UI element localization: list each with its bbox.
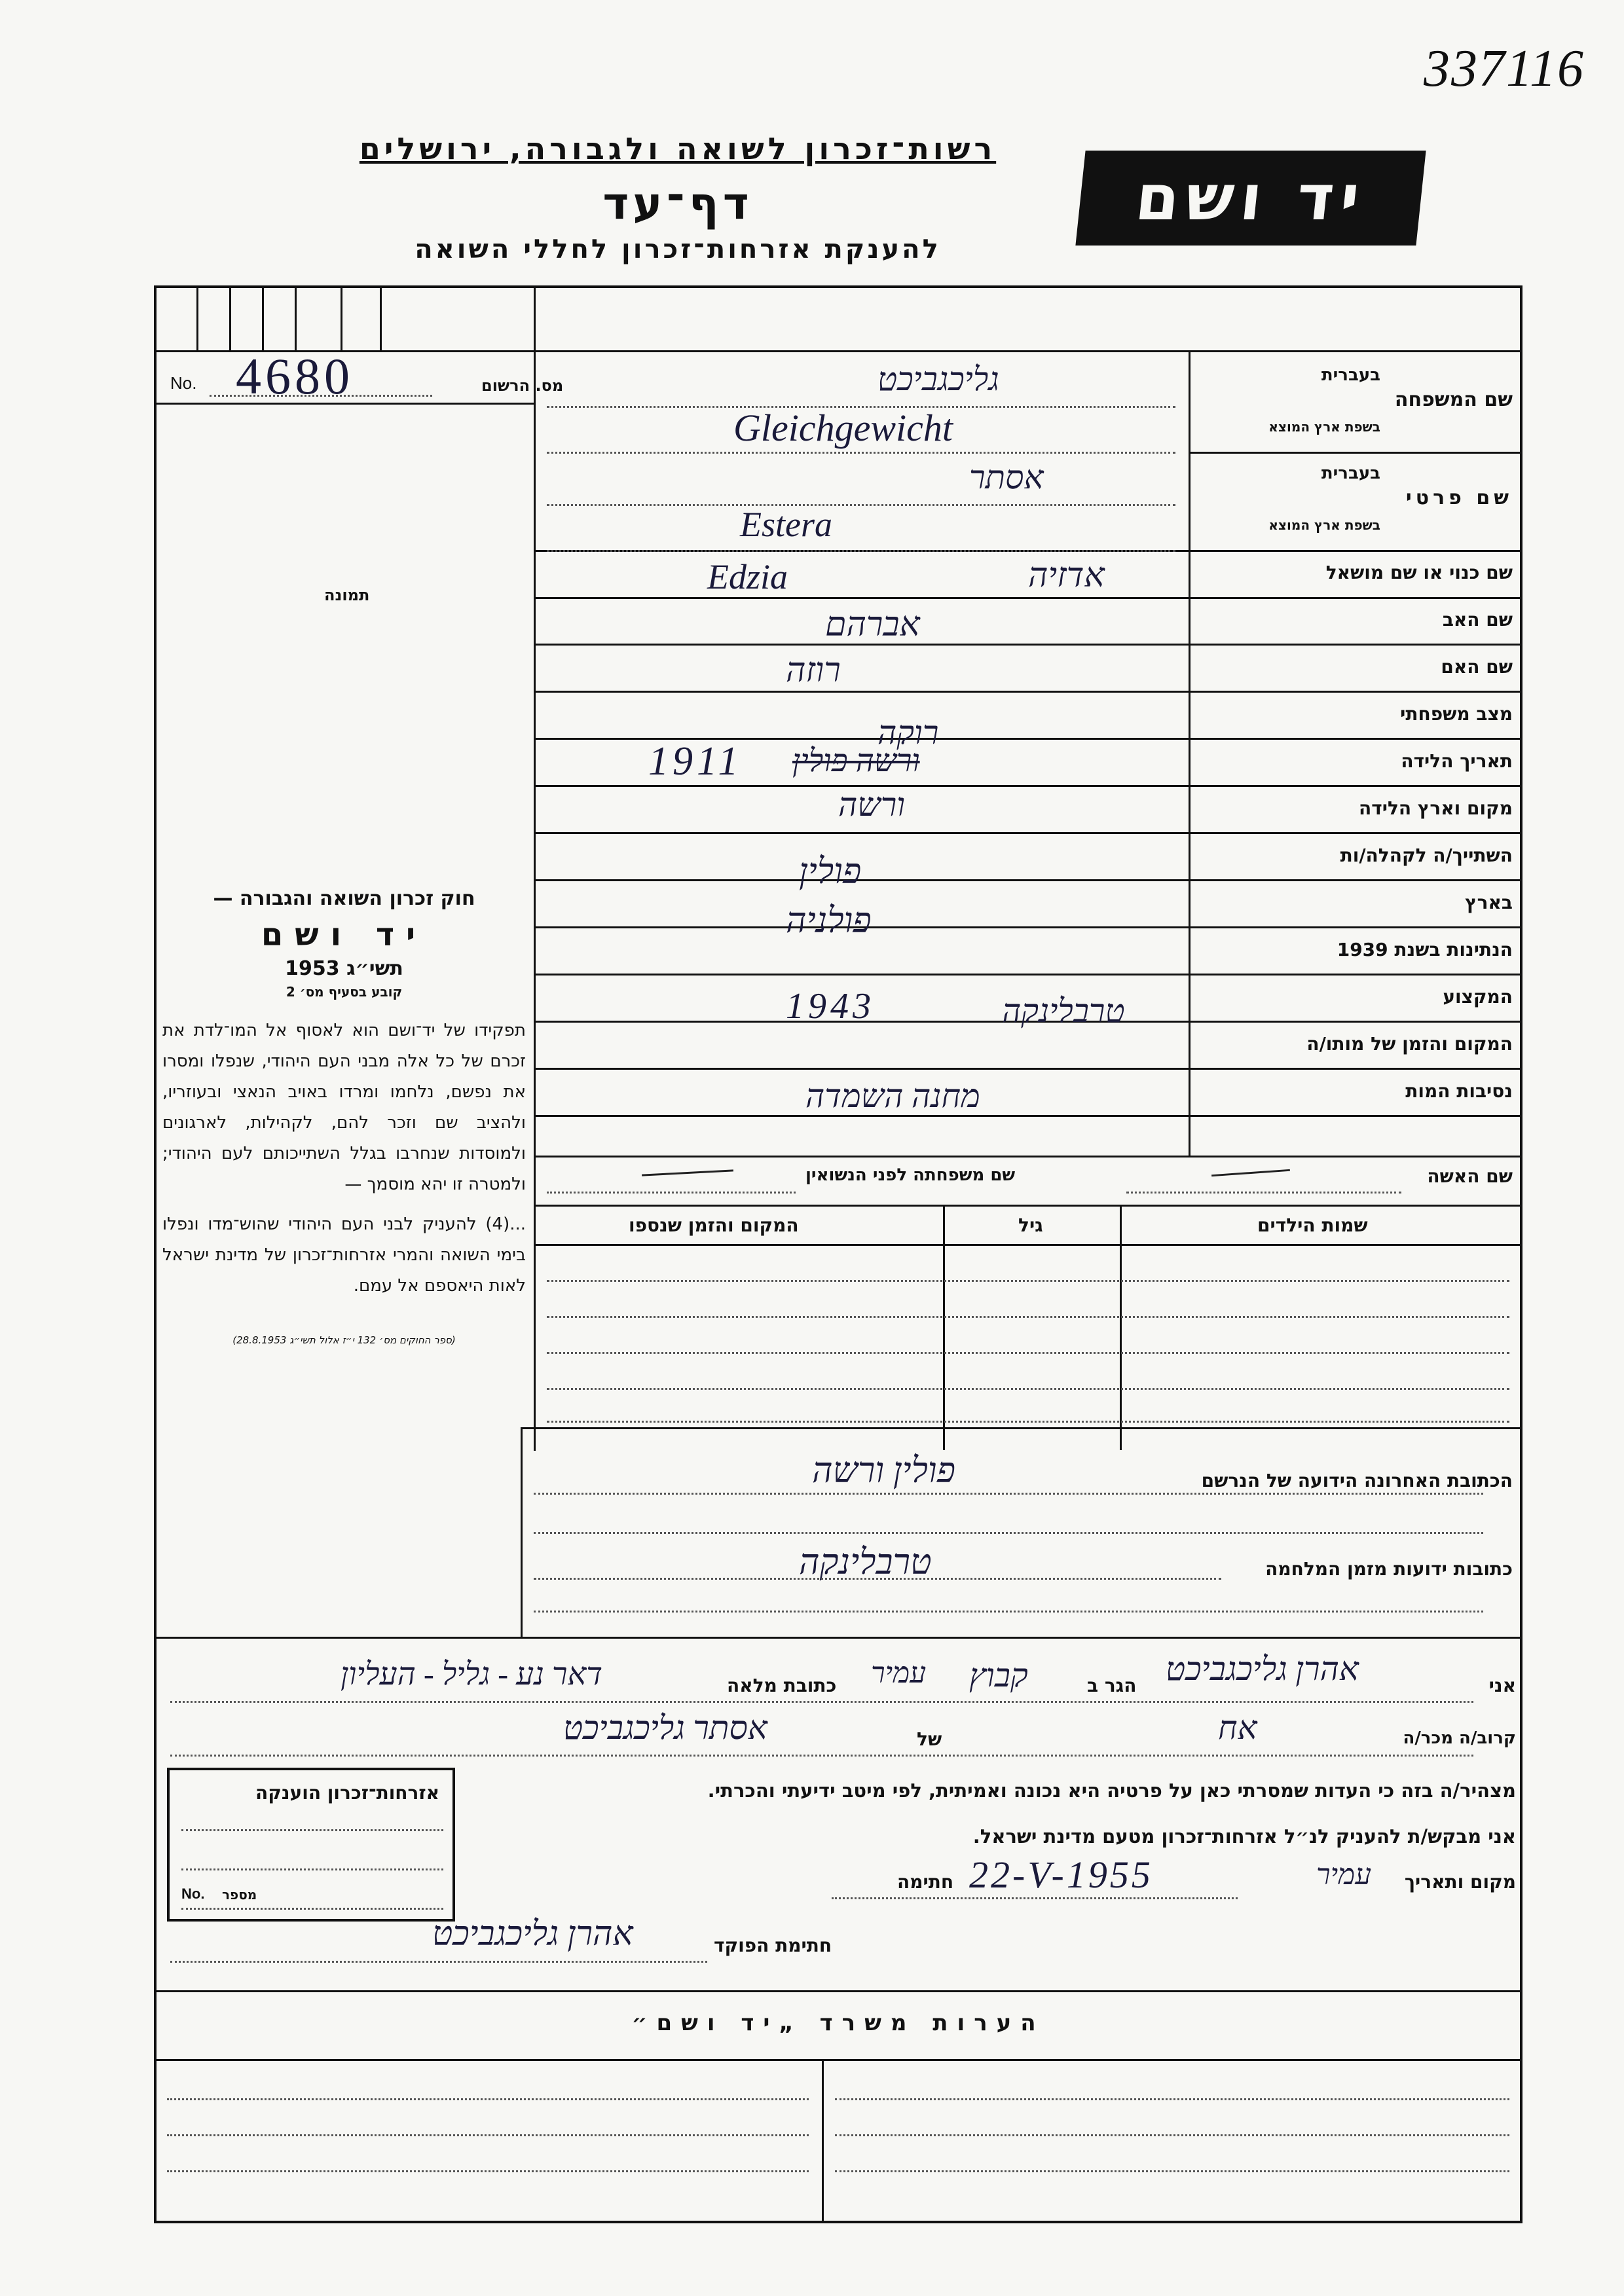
children-age-header: גיל <box>1018 1214 1043 1236</box>
death-place: טרבלינקה <box>1002 993 1125 1029</box>
law-year: תשי״ג 1953 <box>285 957 403 980</box>
declarant-name: אהרן גליכגביכט <box>1166 1650 1359 1687</box>
family-name-hebrew: גליכגביכט <box>877 361 999 397</box>
first-name-hebrew-label: בעברית <box>1321 464 1380 483</box>
declaration-text: מצהיר/ה בזה כי העדות שמסרתי כאן על פרטיה היא נכונה ואמיתית, לפי מיטב ידיעתי והכרתי. <box>707 1779 1516 1802</box>
request-text: אני מבקש/ת להעניק לנ״ל אזרחות־זכרון מטעם מדינת ישראל. <box>972 1825 1516 1848</box>
father-name: אברהם <box>825 606 920 644</box>
maiden-name-label: שם משפחתה לפני הנשואין <box>805 1165 1016 1185</box>
last-address-value: פולין ורשה <box>812 1451 956 1490</box>
birthplace-label: מקום וארץ הלידה <box>1359 797 1513 819</box>
law-name: יד ושם <box>261 917 428 953</box>
first-name-origin: Estera <box>740 505 832 544</box>
granting-box-title: אזרחות־זכרון הוענקה <box>255 1782 439 1804</box>
nickname-label: שם כנוי או שם מושאל <box>1325 562 1513 583</box>
yad-vashem-logo <box>1075 151 1426 246</box>
of-name: אסתר גליכגביכט <box>563 1709 767 1746</box>
logo-text: יד ושם <box>1132 161 1370 234</box>
children-names-header: שמות הילדים <box>1257 1214 1368 1236</box>
official-signature: אהרן גליכגביכט <box>432 1916 633 1953</box>
community-label: השתייך/ה לקהלה/ות <box>1340 845 1513 866</box>
children-place-time-header: המקום והזמן שנספו <box>629 1214 799 1236</box>
law-paragraph-1: תפקידו של יד־ושם הוא לאסוף אל המו־לדת את זכרם של כל אלה מבני העם היהודי, שנפלו ומסרו את נפשם, נלחמו ומרדו באויב הנאצי ובעוזריו, ולהציב שם וזכר להם, לקהילות, לארגונים ולמוסדות שנחרבו בגלל השתייכותם לעם היהודי; ולמטרה זו יהא מוסמך — <box>162 1021 526 1194</box>
resident-label: הגר ב <box>1087 1675 1137 1696</box>
first-name-hebrew: אסתר <box>969 459 1044 496</box>
family-name-origin-label: בשפת ארץ המוצא <box>1268 419 1380 435</box>
archive-number: 337116 <box>1423 40 1585 98</box>
authority-line: רשות־זכרון לשואה ולגבורה, ירושלים <box>359 131 997 166</box>
birthdate-label: תאריך הלידה <box>1401 750 1513 772</box>
wife-label: שם האשה <box>1427 1165 1513 1187</box>
form-subtitle: להענקת אזרחות־זכרון לחללי השואה <box>415 234 941 264</box>
citizenship-value: פולניה <box>786 901 872 940</box>
law-citation: (ספר החוקים מס׳ 132 י״ז אלול תשי״ג 28.8.1953) <box>232 1334 456 1346</box>
first-name-label: שם פרטי <box>1405 486 1513 509</box>
photo-label: תמונה <box>324 586 370 604</box>
declarant-city: קבוץ <box>969 1657 1028 1694</box>
declarant-i-label: אני <box>1488 1675 1516 1696</box>
circumstances-label: נסיבות המות <box>1405 1080 1513 1102</box>
nickname-origin: Edzia <box>707 557 788 596</box>
birthdate-value: 1911 <box>648 739 743 784</box>
wartime-address-label: כתובות ידועות מזמן המלחמה <box>1265 1558 1513 1580</box>
circumstances-value: מחנה השמדה <box>805 1078 980 1114</box>
full-address-label: כתובת מלאה <box>727 1675 837 1696</box>
birthplace-value: ורשה <box>838 786 906 823</box>
marital-label: מצב משפחתי <box>1400 703 1513 725</box>
office-notes-heading: הערות משרד „יד ושם״ <box>631 2010 1045 2036</box>
law-heading: חוק זכרון השואה והגבורה — <box>213 887 475 910</box>
registration-no-label: No. <box>170 373 197 393</box>
law-paragraph-2: ...(4) להעניק לבני העם היהודי שהוש־מדו ונפלו בימי השואה והמרי אזרחות־זכרון של מדינת ישראל לאות היאספם אל עמם. <box>162 1214 526 1296</box>
family-name-label: שם המשפחה <box>1394 388 1513 411</box>
family-name-origin: Gleichgewicht <box>733 407 953 449</box>
granting-box-number-label: מספר <box>222 1887 257 1903</box>
date-value: 22-V-1955 <box>969 1853 1153 1896</box>
nickname-hebrew: אדזיה <box>1028 557 1105 594</box>
marital-value: רוקה <box>877 714 939 751</box>
declarant-full-address: דאר נע - גליל - העליון <box>341 1657 603 1692</box>
law-clause: קובע בסעיף מס׳ 2 <box>286 984 403 1000</box>
profession-label: המקצוע <box>1443 986 1513 1008</box>
registration-label: מס. הרשום <box>481 376 564 395</box>
relative-label: קרוב/ה מכר/ה <box>1403 1728 1516 1748</box>
granting-box-no-label: No. <box>181 1886 205 1902</box>
granting-box <box>167 1768 455 1922</box>
community-value: פולין <box>799 852 862 891</box>
signature-label: חתימה <box>897 1871 954 1893</box>
place-value: עמיר <box>1316 1859 1372 1891</box>
first-name-origin-label: בשפת ארץ המוצא <box>1268 517 1380 533</box>
family-name-hebrew-label: בעברית <box>1321 365 1380 385</box>
declarant-city-2: עמיר <box>871 1657 927 1689</box>
country-label: בארץ <box>1465 892 1513 913</box>
official-signature-label: חתימת הפוקד <box>714 1935 832 1956</box>
registration-number: 4680 <box>236 348 354 405</box>
declarant-relation: אח <box>1218 1709 1257 1746</box>
form-title: דף־עד <box>602 178 753 230</box>
mother-name: רוזה <box>786 652 841 689</box>
death-label: המקום והזמן של מותו/ה <box>1306 1033 1513 1055</box>
mother-label: שם האם <box>1441 656 1513 678</box>
citizenship-label: הנתינות בשנת 1939 <box>1337 939 1513 960</box>
of-label: של <box>917 1728 942 1750</box>
birthplace-struck: ורשה פולין <box>792 744 920 778</box>
death-year: 1943 <box>786 986 875 1027</box>
law-box <box>162 887 526 1346</box>
wartime-address-value: טרבלינקה <box>799 1542 932 1582</box>
father-label: שם האב <box>1442 609 1513 630</box>
place-date-label: מקום ותאריך <box>1404 1871 1516 1893</box>
last-address-label: הכתובת האחרונה הידועה של הנרשם <box>1201 1470 1513 1491</box>
